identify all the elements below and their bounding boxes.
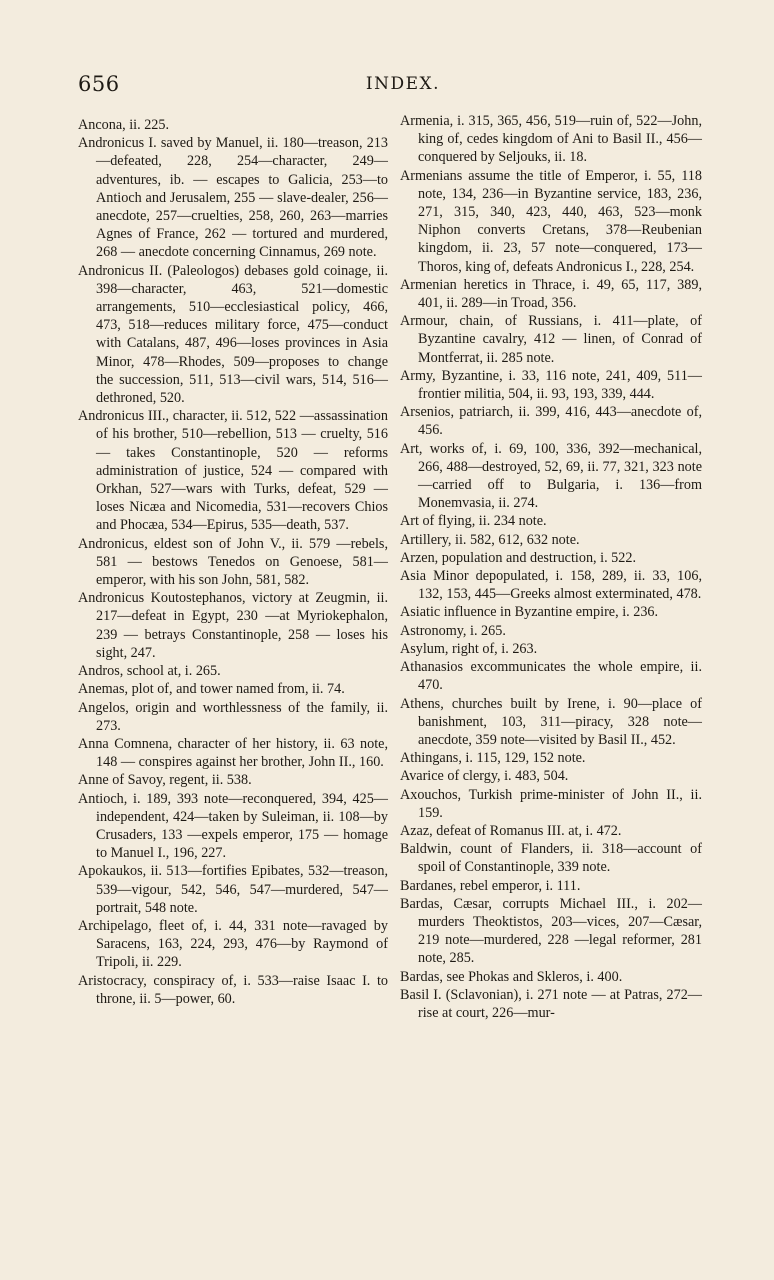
index-entry: Antioch, i. 189, 393 note—reconquered, 394, 425—independent, 424—taken by Suleiman, ii. 108—by Crusaders, 133 —expels emperor, 175 — homage to Manuel I., 196, 227. bbox=[78, 790, 388, 862]
page-number: 656 bbox=[78, 72, 120, 96]
index-entry: Apokaukos, ii. 513—fortifies Epibates, 532—treason, 539—vigour, 542, 546, 547—murdered, 547—portrait, 548 note. bbox=[78, 863, 388, 916]
index-entry: Art, works of, i. 69, 100, 336, 392—mechanical, 266, 488—destroyed, 52, 69, ii. 77, 321, 323 note—carried off to Bulgaria, i. 136—from Monemvasia, ii. 274. bbox=[400, 440, 702, 512]
index-entry: Arzen, population and destruction, i. 522. bbox=[400, 549, 637, 566]
index-entry: Andronicus, eldest son of John V., ii. 579 —rebels, 581 — bestows Tenedos on Genoese, 581—emperor, with his son John, 581, 582. bbox=[78, 535, 388, 589]
index-entry: Aristocracy, conspiracy of, i. 533—raise Isaac I. to throne, ii. 5—power, 60. bbox=[78, 972, 388, 1007]
index-entry: Andros, school at, i. 265. bbox=[78, 663, 221, 680]
index-entry: Bardas, see Phokas and Skleros, i. 400. bbox=[400, 968, 623, 985]
index-entry: Azaz, defeat of Romanus III. at, i. 472. bbox=[400, 822, 622, 839]
index-entry: Arsenios, patriarch, ii. 399, 416, 443—anecdote of, 456. bbox=[400, 404, 702, 439]
index-entry: Angelos, origin and worthlessness of the family, ii. 273. bbox=[78, 699, 388, 734]
index-entry: Basil I. (Sclavonian), i. 271 note — at Patras, 272—rise at court, 226—mur- bbox=[400, 986, 702, 1021]
index-entry: Armour, chain, of Russians, i. 411—plate, of Byzantine cavalry, 412 — linen, of Conrad of Montferrat, ii. 285 note. bbox=[400, 313, 702, 366]
index-entry: Andronicus III., character, ii. 512, 522 —assassination of his brother, 510—rebellion, 513 — cruelty, 516 — takes Constantinople, 520 — reforms administration of justice, 524 — compared with Orkhan, 527—wars with Turks, defeat, 529 — loses Nicæa and Nicomedia, 531—recovers Chios and Phocæa, 534—Epirus, 535—death, 537. bbox=[78, 408, 388, 534]
index-entry: Archipelago, fleet of, i. 44, 331 note—ravaged by Saracens, 163, 224, 293, 476—by Raymond of Tripoli, ii. 229. bbox=[78, 917, 388, 971]
index-entry: Athanasios excommunicates the whole empire, ii. 470. bbox=[400, 659, 702, 694]
index-entry: Anne of Savoy, regent, ii. 538. bbox=[78, 772, 252, 789]
index-entry: Andronicus II. (Paleologos) debases gold coinage, ii. 398—character, 463, 521—domestic arrangements, 510—ecclesiastical policy, 466, 473, 518—reduces military force, 475—conduct with Catalans, 487, 496—loses provinces in Asia Minor, 478—Rhodes, 509—proposes to change the succession, 511, 513—civil wars, 514, 516—dethroned, 520. bbox=[78, 262, 388, 407]
index-entry: Athingans, i. 115, 129, 152 note. bbox=[400, 750, 586, 767]
index-entry: Bardanes, rebel emperor, i. 111. bbox=[400, 877, 581, 894]
index-entry: Anemas, plot of, and tower named from, ii. 74. bbox=[78, 681, 345, 698]
index-entry: Bardas, Cæsar, corrupts Michael III., i. 202—murders Theoktistos, 203—vices, 207—Cæsar, 219 note—murdered, 228 —legal reformer, 281 note, 285. bbox=[400, 895, 702, 967]
index-entry: Armenia, i. 315, 365, 456, 519—ruin of, 522—John, king of, cedes kingdom of Ani to Basil II., 456—conquered by Seljouks, ii. 18. bbox=[400, 113, 702, 166]
index-entry: Avarice of clergy, i. 483, 504. bbox=[400, 768, 569, 785]
index-entry: Athens, churches built by Irene, i. 90—place of banishment, 103, 311—piracy, 328 note—anecdote, 359 note—visited by Basil II., 452. bbox=[400, 695, 702, 748]
index-entry: Axouchos, Turkish prime-minister of John II., ii. 159. bbox=[400, 786, 702, 821]
index-entry: Art of flying, ii. 234 note. bbox=[400, 513, 547, 530]
index-entry: Army, Byzantine, i. 33, 116 note, 241, 409, 511—frontier militia, 504, ii. 93, 193, 339, 444. bbox=[400, 367, 702, 403]
index-entry: Armenians assume the title of Emperor, i. 55, 118 note, 134, 236—in Byzantine service, 183, 236, 271, 315, 340, 423, 440, 463, 523—monk Niphon converts Cretans, 378—Reubenian kingdom, ii. 23, 57 note—conquered, 173—Thoros, king of, defeats Andronicus I., 228, 254. bbox=[400, 167, 702, 275]
index-column-right bbox=[400, 112, 702, 1022]
index-entry: Anna Comnena, character of her history, ii. 63 note, 148 — conspires against her brother, John II., 160. bbox=[78, 735, 388, 771]
index-entry: Asylum, right of, i. 263. bbox=[400, 640, 538, 657]
index-entry: Baldwin, count of Flanders, ii. 318—account of spoil of Constantinople, 339 note. bbox=[400, 841, 702, 876]
index-entry: Andronicus Koutostephanos, victory at Zeugmin, ii. 217—defeat in Egypt, 230 —at Myriokephalon, 239 — betrays Constantinople, 258 — loses his sight, 247. bbox=[78, 590, 388, 661]
index-column-left bbox=[78, 116, 388, 1008]
index-entry: Asiatic influence in Byzantine empire, i. 236. bbox=[400, 604, 659, 621]
index-entry: Astronomy, i. 265. bbox=[400, 622, 506, 639]
index-entry: Ancona, ii. 225. bbox=[78, 117, 170, 133]
index-entry: Andronicus I. saved by Manuel, ii. 180—treason, 213—defeated, 228, 254—character, 249—adventures, ib. — escapes to Galicia, 253—to Antioch and Jerusalem, 255 — slave-dealer, 256—anecdote, 257—cruelties, 258, 260, 263—marries Agnes of France, 262 — tortured and murdered, 268 — anecdote concerning Cinnamus, 269 note. bbox=[78, 135, 388, 261]
running-head: INDEX. bbox=[365, 74, 441, 94]
index-entry: Asia Minor depopulated, i. 158, 289, ii. 33, 106, 132, 153, 445—Greeks almost exterminated, 478. bbox=[400, 568, 702, 603]
page-header bbox=[78, 72, 728, 102]
index-entry: Armenian heretics in Thrace, i. 49, 65, 117, 389, 401, ii. 289—in Troad, 356. bbox=[400, 276, 702, 312]
index-entry: Artillery, ii. 582, 612, 632 note. bbox=[400, 531, 580, 548]
